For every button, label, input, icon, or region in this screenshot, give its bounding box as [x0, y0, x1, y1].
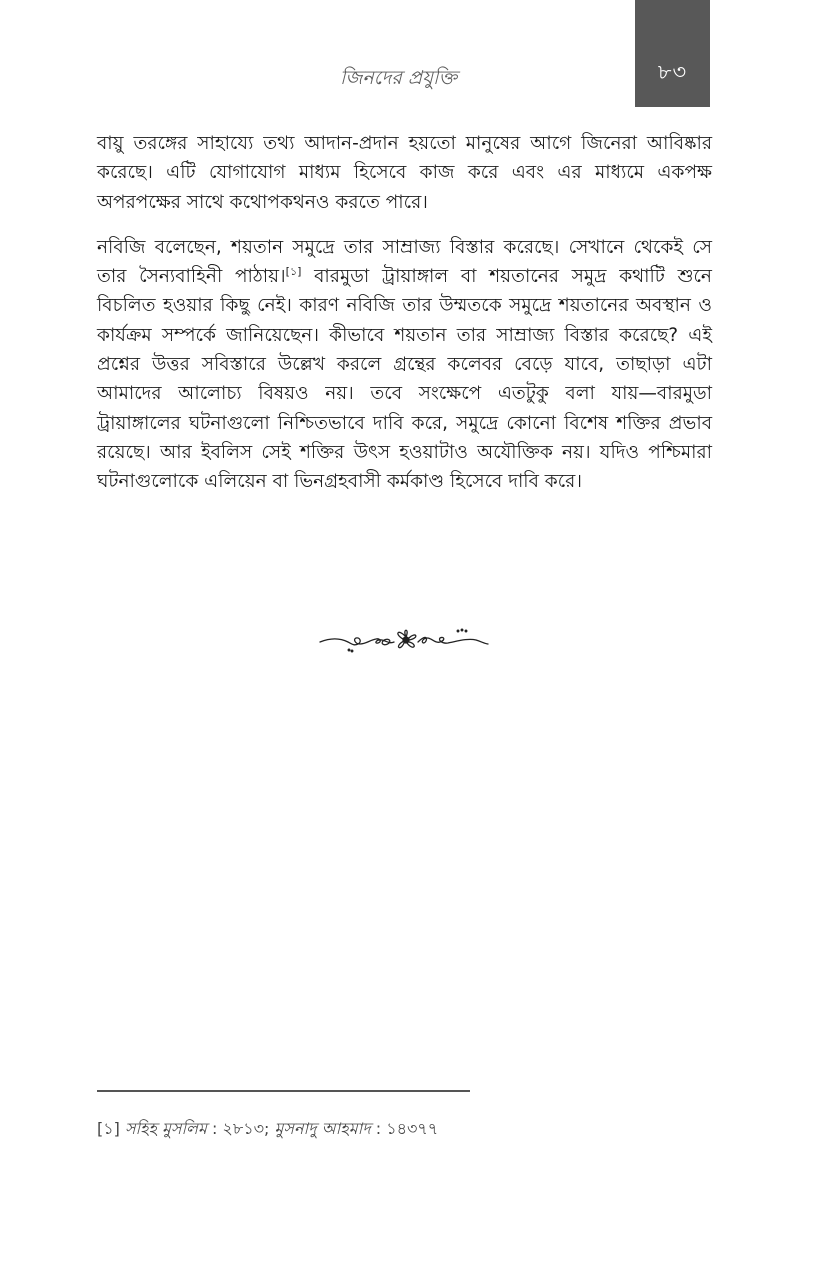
footnote-number-2: : ১৪৩৭৭ [370, 1119, 439, 1138]
footnote-marker: [১] [97, 1119, 120, 1138]
footnote-source-2: মুসনাদু আহমাদ [274, 1119, 371, 1138]
footnote-reference-link[interactable]: [১] [285, 265, 302, 279]
page-number-box [635, 0, 710, 107]
footnote-number-1: : ২৮১৩; [206, 1119, 275, 1138]
page-number: ৮৩ [657, 60, 688, 84]
paragraph-2 [97, 233, 712, 497]
running-header-title: জিনদের প্রযুক্তি [340, 67, 457, 89]
footnote-1 [97, 1116, 438, 1143]
footnote-source-1: সহিহ মুসলিম [124, 1119, 207, 1138]
body-text [97, 129, 712, 513]
footnote-divider [97, 1090, 470, 1092]
paragraph-1: বায়ু তরঙ্গের সাহায্যে তথ্য আদান-প্রদান হয়তো মানুষের আগে জিনেরা আবিষ্কার করেছে। এটি যোগাযোগ মাধ্যম হিসেবে কাজ করে এবং এর মাধ্যমে একপক্ষ অপরপক্ষের সাথে কথোপকথনও করতে পারে। [97, 133, 712, 213]
floral-divider-icon [318, 622, 490, 656]
paragraph-2-text-b: বারমুডা ট্রায়াঙ্গাল বা শয়তানের সমুদ্র কথাটি শুনে বিচলিত হওয়ার কিছু নেই। কারণ নবিজি তার উম্মতকে সমুদ্রে শয়তানের অবস্থান ও কার্যক্রম সম্পর্কে জানিয়েছেন। কীভাবে শয়তান তার সাম্রাজ্য বিস্তার করেছে? এই প্রশ্নের উত্তর সবিস্তারে উল্লেখ করলে গ্রন্থের কলেবর বেড়ে যাবে, তাছাড়া এটা আমাদের আলোচ্য বিষয়ও নয়। তবে সংক্ষেপে এতটুকু বলা যায়—বারমুডা ট্রায়াঙ্গালের ঘটনাগুলো নিশ্চিতভাবে দাবি করে, সমুদ্রে কোনো বিশেষ শক্তির প্রভাব রয়েছে। আর ইবলিস সেই শক্তির উৎস হওয়াটাও অযৌক্তিক নয়। যদিও পশ্চিমারা ঘটনাগুলোকে এলিয়েন বা ভিনগ্রহবাসী কর্মকাণ্ড হিসেবে দাবি করে। [97, 266, 712, 493]
paragraph-2-text-a: নবিজি বলেছেন, শয়তান সমুদ্রে তার সাম্রাজ্য বিস্তার করেছে। সেখানে থেকেই সে তার সৈন্যবাহিনী পাঠায়। [97, 236, 712, 288]
